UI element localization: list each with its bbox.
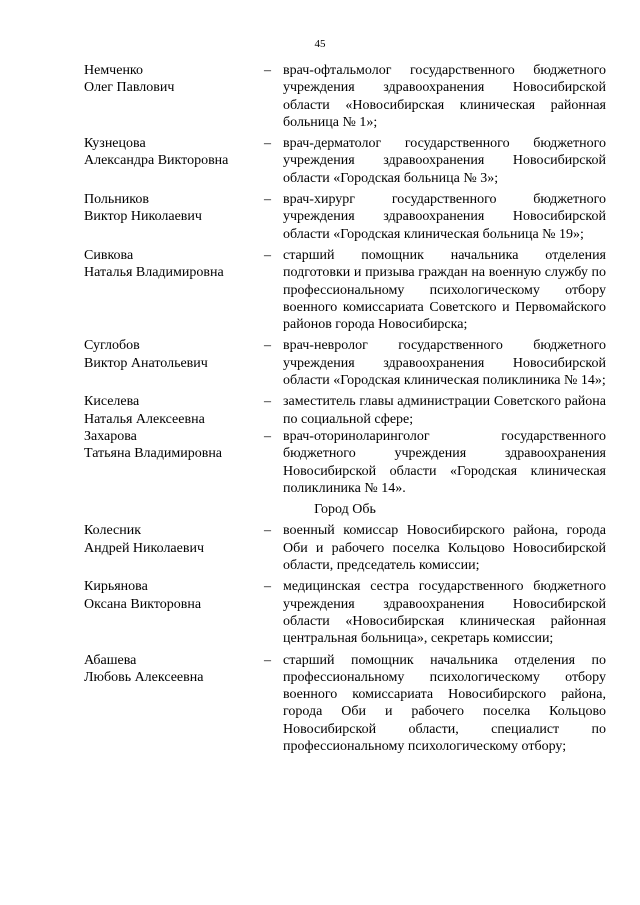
member-surname: Киселева — [84, 394, 140, 410]
member-name — [84, 428, 252, 463]
dash-separator: – — [264, 63, 271, 78]
member-role: старший помощник начальника отделения по профессиональному психологическому отбору военного комиссариата Новосибирского района, города Оби и рабочего поселка Кольцово Новосибирской области, специалист по профессиональному психологическому отбору; — [283, 652, 606, 754]
member-role: врач-невролог государственного бюджетного учреждения здравоохранения Новосибирской области «Городская клиническая поликлиника № 14»; — [283, 338, 606, 389]
member-given-names: Любовь Алексеевна — [84, 669, 204, 685]
member-surname: Захарова — [84, 428, 137, 444]
list-item — [84, 247, 606, 333]
member-given-names: Наталья Владимировна — [84, 265, 224, 281]
member-surname: Кирьянова — [84, 579, 148, 595]
member-role: медицинская сестра государственного бюджетного учреждения здравоохранения Новосибирской области «Новосибирская клиническая районная центральная больница», секретарь комиссии; — [283, 579, 606, 647]
member-name — [84, 62, 252, 97]
dash-separator: – — [264, 428, 271, 444]
member-role: старший помощник начальника отделения подготовки и призыва граждан на военную службу по профессиональному психологическому отбору военного комиссариата Советского и Первомайского районов города Новосибирска; — [283, 247, 606, 333]
dash-separator: – — [264, 247, 271, 263]
member-given-names: Александра Викторовна — [84, 153, 229, 169]
dash-separator: – — [264, 338, 271, 354]
member-given-names: Виктор Анатольевич — [84, 355, 208, 371]
member-role: врач-дерматолог государственного бюджетного учреждения здравоохранения Новосибирской области «Городская больница № 3»; — [283, 136, 606, 186]
member-name — [84, 337, 252, 372]
member-surname: Абашева — [84, 652, 137, 668]
page-number: 45 — [314, 38, 326, 50]
list-item — [84, 652, 606, 756]
dash-separator: – — [264, 523, 271, 539]
list-item — [84, 135, 606, 187]
member-surname: Немченко — [84, 63, 144, 78]
member-role: военный комиссар Новосибирского района, города Оби и рабочего поселка Кольцово Новосибирской области, председатель комиссии; — [283, 523, 606, 574]
list-item — [84, 337, 606, 389]
member-name — [84, 135, 252, 170]
member-given-names: Виктор Николаевич — [84, 209, 202, 225]
section-title: Город Обь — [314, 502, 376, 518]
list-item — [84, 191, 606, 243]
member-given-names: Наталья Алексеевна — [84, 411, 205, 427]
member-name — [84, 522, 252, 557]
list-item — [84, 522, 606, 574]
member-surname: Колесник — [84, 523, 142, 539]
list-item — [84, 393, 606, 428]
member-name — [84, 191, 252, 226]
dash-separator: – — [264, 652, 271, 668]
dash-separator: – — [264, 192, 271, 208]
member-name — [84, 247, 252, 282]
member-role: врач-хирург государственного бюджетного учреждения здравоохранения Новосибирской области «Городская клиническая больница № 19»; — [283, 192, 606, 242]
commission-list — [84, 62, 606, 759]
member-name — [84, 652, 252, 687]
member-given-names: Татьяна Владимировна — [84, 446, 223, 462]
dash-separator: – — [264, 394, 271, 410]
member-name — [84, 393, 252, 428]
member-surname: Кузнецова — [84, 136, 146, 152]
member-surname: Суглобов — [84, 338, 140, 354]
list-item — [84, 578, 606, 647]
member-surname: Польников — [84, 192, 149, 208]
list-item — [84, 428, 606, 497]
list-item — [84, 62, 606, 131]
member-role: заместитель главы администрации Советского района по социальной сфере; — [283, 394, 606, 427]
dash-separator: – — [264, 136, 271, 152]
member-name — [84, 578, 252, 613]
member-role: врач-оториноларинголог государственного бюджетного учреждения здравоохранения Новосибирской области «Городская клиническая поликлиника № 14». — [283, 428, 606, 496]
member-given-names: Олег Павлович — [84, 80, 175, 96]
member-role: врач-офтальмолог государственного бюджетного учреждения здравоохранения Новосибирской области «Новосибирская клиническая районная больница № 1»; — [283, 63, 606, 130]
dash-separator: – — [264, 579, 271, 595]
member-given-names: Андрей Николаевич — [84, 540, 204, 556]
member-given-names: Оксана Викторовна — [84, 596, 202, 612]
member-surname: Сивкова — [84, 247, 134, 263]
